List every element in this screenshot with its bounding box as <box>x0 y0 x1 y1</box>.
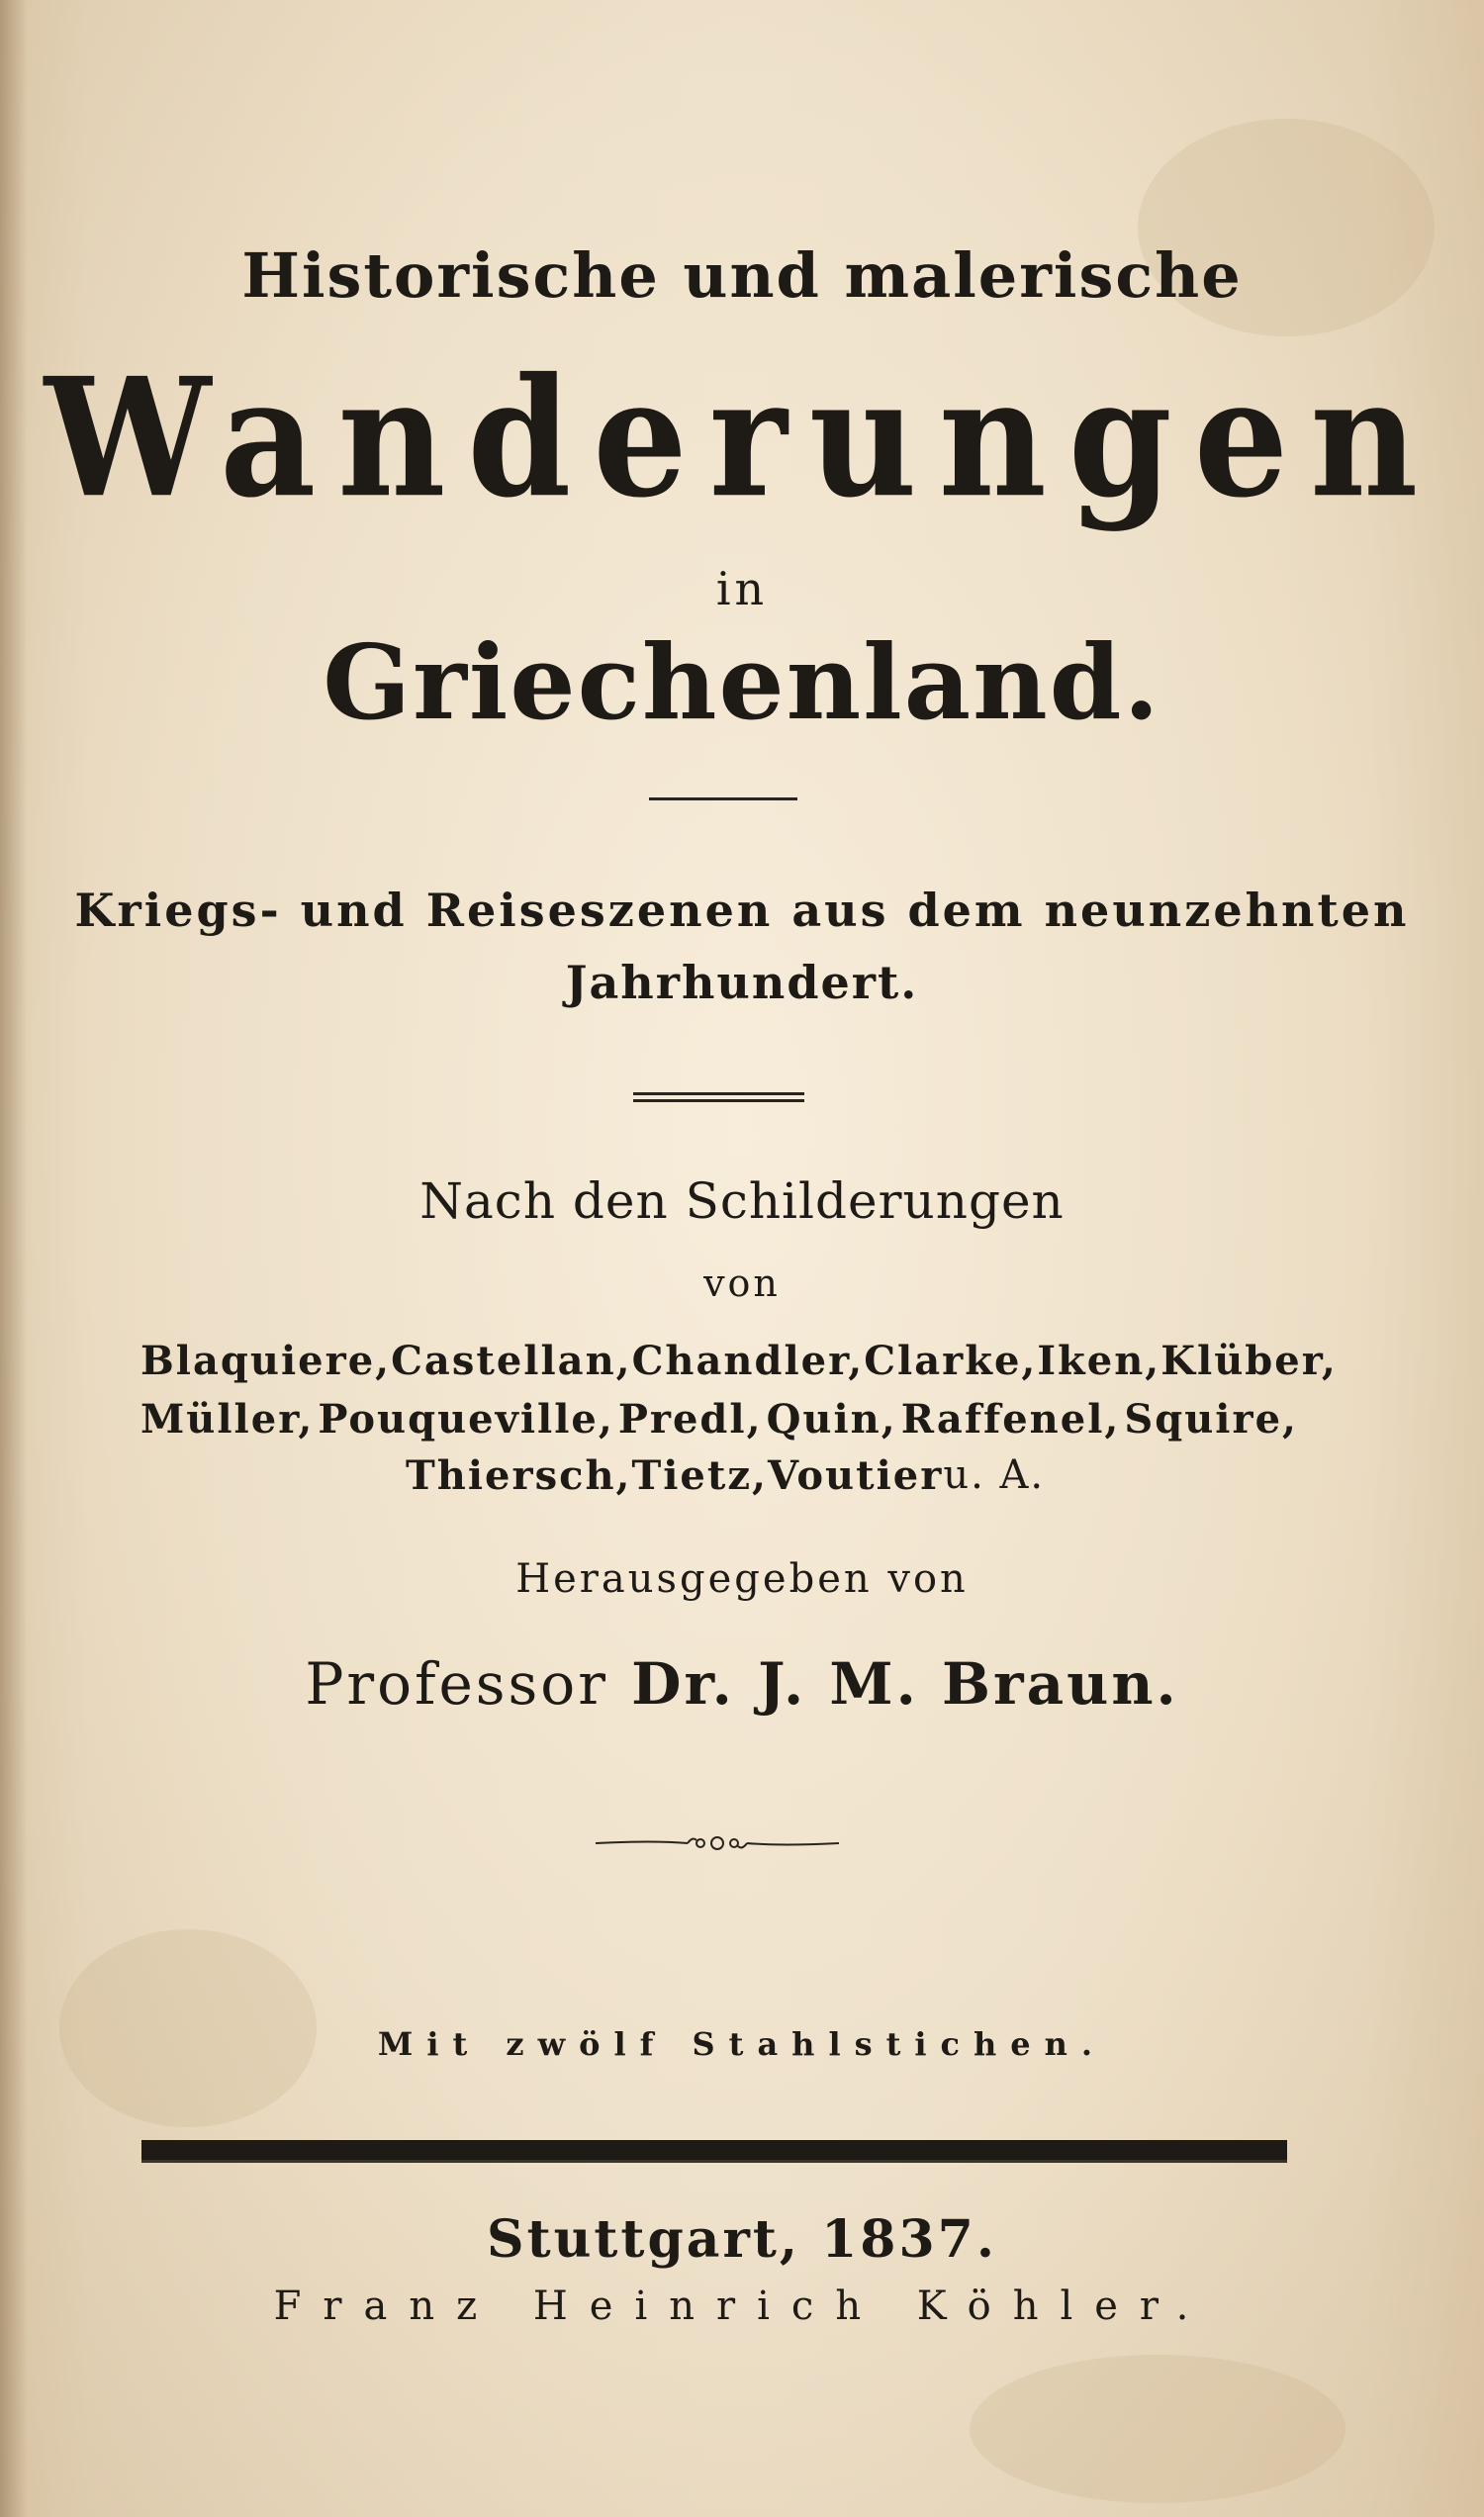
author-name: Clarke, <box>864 1338 1038 1384</box>
author-name: Predl, <box>617 1396 763 1443</box>
author-name: Pouqueville, <box>318 1396 614 1443</box>
author-name: Thiersch, <box>406 1452 632 1499</box>
title-main-wanderungen: Wanderungen <box>44 342 1440 534</box>
divider-rule <box>649 797 797 800</box>
editor-label: Herausgegeben von <box>515 1556 969 1602</box>
imprint-place-year: Stuttgart, 1837. <box>487 2209 997 2270</box>
source-von: von <box>703 1261 781 1305</box>
author-names-row-2 <box>140 1396 1298 1443</box>
imprint-publisher: Franz Heinrich Köhler. <box>273 2284 1211 2329</box>
subtitle-line-1: Kriegs- und Reiseszenen aus dem neunzehnten <box>74 884 1410 937</box>
author-name: Iken, <box>1037 1338 1161 1384</box>
double-divider-rule <box>633 1092 804 1102</box>
editor-line <box>0 1650 1484 1718</box>
author-name: Voutier <box>767 1452 944 1499</box>
title-line-historische: Historische und malerische <box>241 239 1243 312</box>
subtitle-line-2: Jahrhundert. <box>565 956 919 1009</box>
source-line: Nach den Schilderungen <box>419 1172 1065 1230</box>
title-line-in: in <box>715 562 769 615</box>
author-name: Müller, <box>140 1396 315 1443</box>
paper-stain <box>970 2355 1345 2503</box>
thick-rule <box>141 2140 1287 2163</box>
author-name: Blaquiere, <box>140 1338 392 1384</box>
author-names-row-1 <box>140 1338 1338 1384</box>
author-names-row-3 <box>406 1452 1046 1499</box>
ornament-flourish-icon <box>594 1828 841 1858</box>
author-name: Klüber, <box>1160 1338 1338 1384</box>
author-name: Squire, <box>1124 1396 1298 1443</box>
editor-prefix: Professor <box>305 1650 608 1718</box>
author-name: Chandler, <box>631 1338 865 1384</box>
plates-note: Mit zwölf Stahlstichen. <box>377 2025 1107 2063</box>
author-name: Tietz, <box>631 1452 768 1499</box>
title-line-griechenland: Griechenland. <box>323 621 1161 743</box>
editor-name: Dr. J. M. Braun. <box>631 1650 1179 1718</box>
author-name: Castellan, <box>391 1338 632 1384</box>
author-name: Quin, <box>766 1396 897 1443</box>
and-others: u. A. <box>943 1452 1046 1498</box>
author-name: Raffenel, <box>900 1396 1121 1443</box>
